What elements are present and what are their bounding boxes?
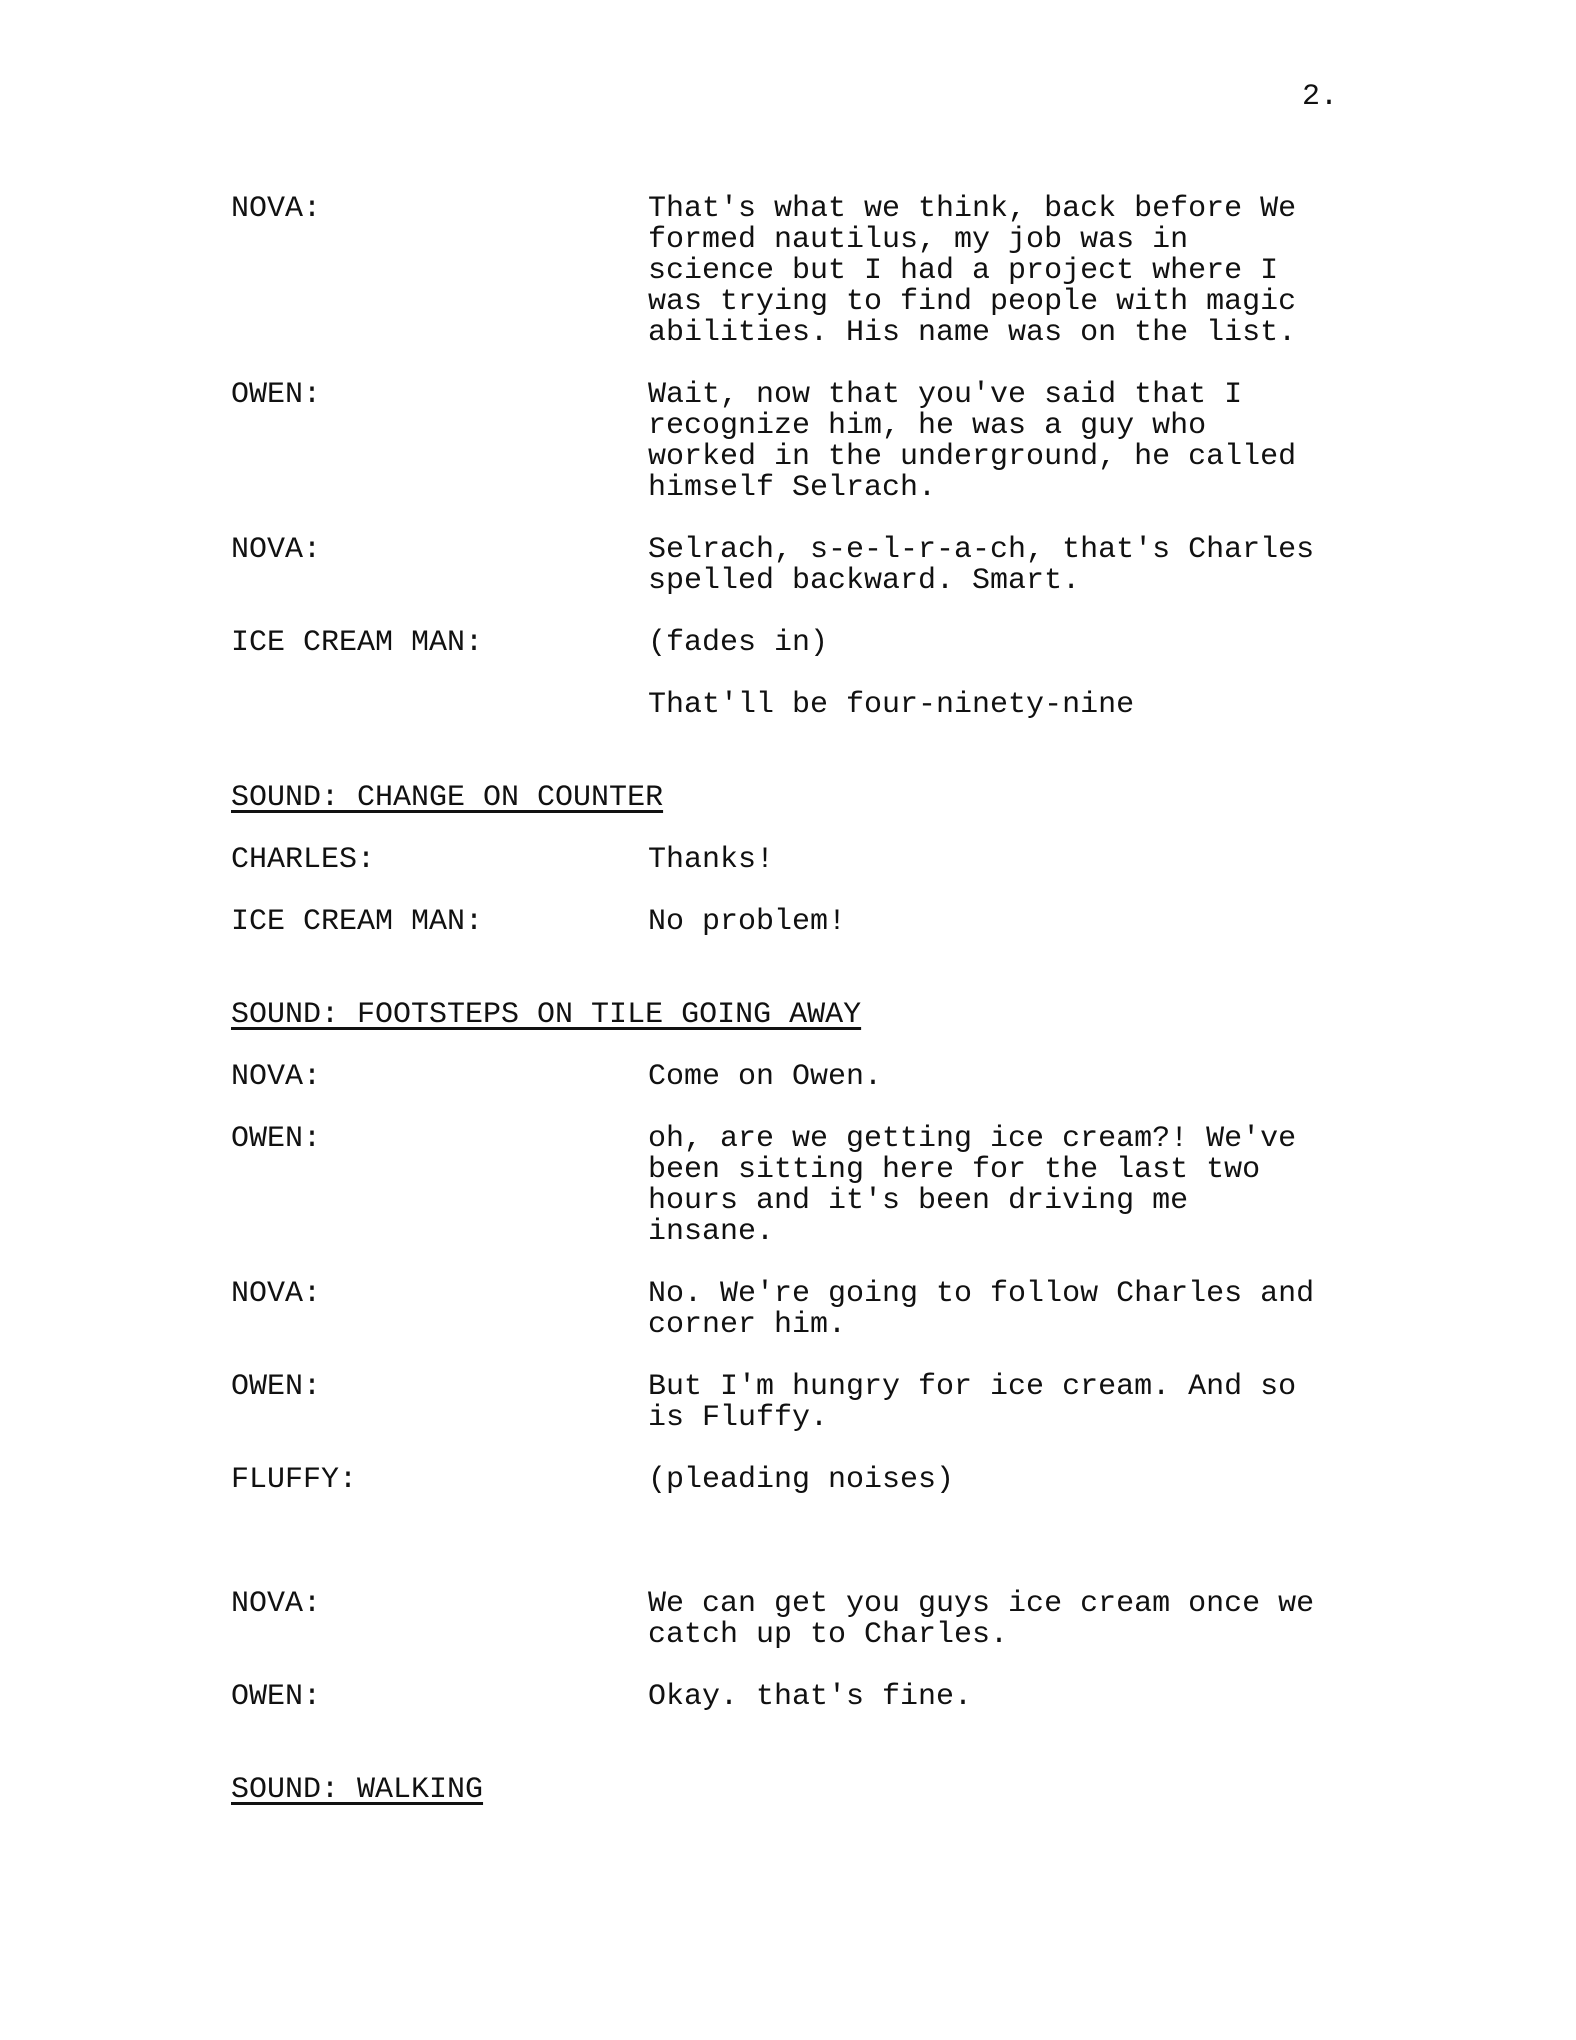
dialogue-text: (pleading noises) (648, 1463, 955, 1497)
dialogue-text: We can get you guys ice cream once we catch up to Charles. (648, 1587, 1315, 1652)
character-name: ICE CREAM MAN: (231, 905, 484, 939)
dialogue-block (231, 628, 1391, 659)
dialogue-text: Wait, now that you've said that I recognize him, he was a guy who worked in the underground, he called himself Selrach. (648, 378, 1297, 505)
character-name: CHARLES: (231, 843, 376, 877)
page-number: 2. (1302, 80, 1339, 114)
dialogue-block (231, 1279, 1391, 1341)
parenthetical: (fades in) (648, 626, 829, 660)
sound-cue: SOUND: CHANGE ON COUNTER (231, 781, 664, 815)
dialogue-block (231, 194, 1391, 349)
dialogue-text: Okay. that's fine. (648, 1680, 973, 1714)
dialogue-block (231, 1062, 1391, 1093)
dialogue-text: No problem! (648, 905, 847, 939)
character-name: OWEN: (231, 1680, 322, 1714)
dialogue-block (231, 535, 1391, 597)
character-name: ICE CREAM MAN: (231, 626, 484, 660)
dialogue-block (231, 1124, 1391, 1248)
dialogue-block (231, 1465, 1391, 1496)
dialogue-block (231, 1372, 1391, 1434)
script-body (231, 194, 1391, 1806)
sound-cue: SOUND: WALKING (231, 1773, 484, 1807)
dialogue-block (231, 1589, 1391, 1651)
character-name: NOVA: (231, 1277, 322, 1311)
character-name: OWEN: (231, 1122, 322, 1156)
character-name: OWEN: (231, 1370, 322, 1404)
character-name: OWEN: (231, 378, 322, 412)
dialogue-text: But I'm hungry for ice cream. And so is Fluffy. (648, 1370, 1297, 1435)
dialogue-text: Come on Owen. (648, 1060, 883, 1094)
dialogue-text: Selrach, s-e-l-r-a-ch, that's Charles spelled backward. Smart. (648, 533, 1315, 598)
dialogue-block (231, 907, 1391, 938)
character-name: NOVA: (231, 192, 322, 226)
character-name: NOVA: (231, 1060, 322, 1094)
dialogue-block (231, 845, 1391, 876)
character-name: FLUFFY: (231, 1463, 358, 1497)
dialogue-text: That's what we think, back before We formed nautilus, my job was in science but I had a project where I was trying to find people with magic abilities. His name was on the list. (648, 192, 1297, 350)
character-name: NOVA: (231, 533, 322, 567)
dialogue-text: Thanks! (648, 843, 775, 877)
character-name: NOVA: (231, 1587, 322, 1621)
dialogue-block (231, 1682, 1391, 1713)
dialogue-continuation (231, 690, 1391, 721)
sound-cue: SOUND: FOOTSTEPS ON TILE GOING AWAY (231, 998, 862, 1032)
dialogue-text: That'll be four-ninety-nine (648, 688, 1135, 722)
dialogue-text: oh, are we getting ice cream?! We've been sitting here for the last two hours and it's been driving me insane. (648, 1122, 1297, 1249)
dialogue-text: No. We're going to follow Charles and corner him. (648, 1277, 1315, 1342)
dialogue-block (231, 380, 1391, 504)
